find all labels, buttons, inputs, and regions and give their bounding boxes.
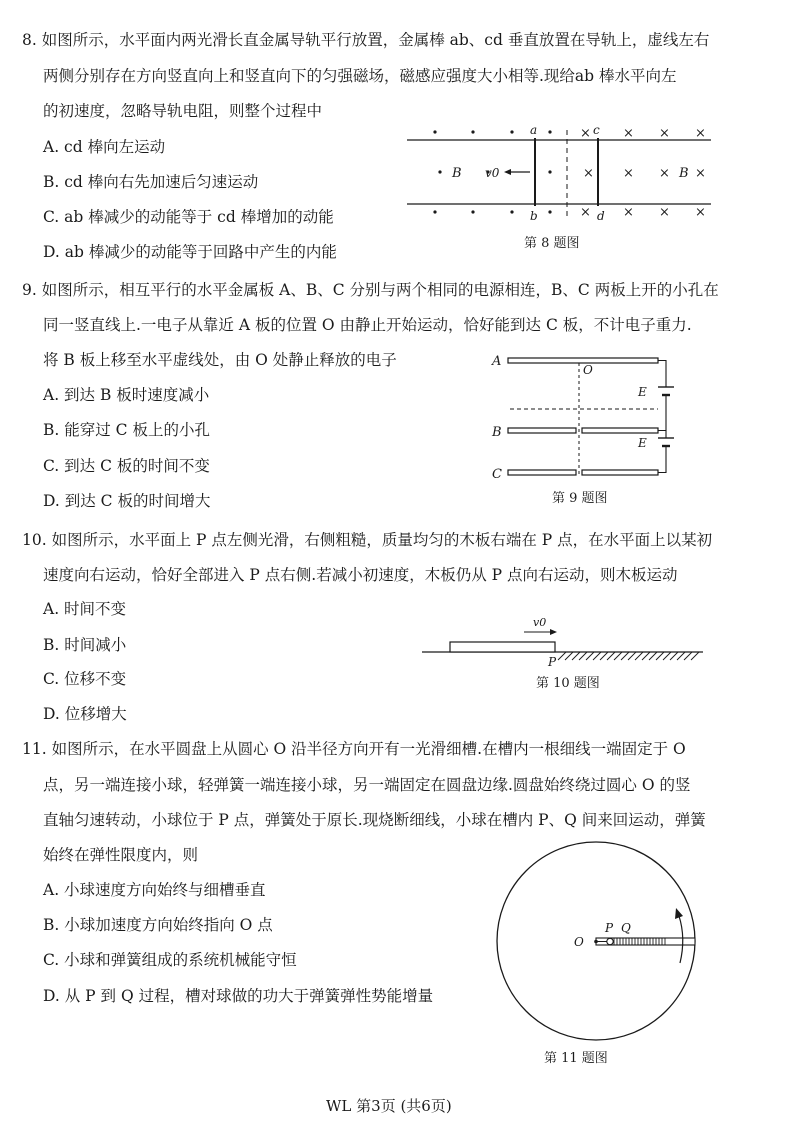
svg-text:×: ×: [695, 205, 706, 220]
q10-stem-line-1: 10. 如图所示，水平面上 P 点左侧光滑，右侧粗糙，质量均匀的木板右端在 P 点，在水平面上以某初: [22, 531, 713, 549]
q10-rough-hatch: [558, 652, 699, 660]
q10-option-c: C. 位移不变: [43, 670, 127, 688]
q9-plate-b-right: [582, 428, 658, 433]
q9-option-a: A. 到达 B 板时速度减小: [43, 386, 210, 404]
svg-text:×: ×: [659, 205, 670, 220]
q8-stem-line-2: 两侧分别存在方向竖直向上和竖直向下的匀强磁场，磁感应强度大小相等.现给ab 棒水平向左: [43, 67, 677, 85]
q10-caption: 第 10 题图: [536, 676, 600, 691]
q9-label-b: B: [492, 425, 502, 440]
q9-caption: 第 9 题图: [552, 491, 608, 506]
svg-text:×: ×: [623, 205, 634, 220]
svg-text:×: ×: [583, 166, 594, 181]
q10-stem-line-2: 速度向右运动，恰好全部进入 P 点右侧.若减小初速度，木板仍从 P 点向右运动，则木板运动: [43, 566, 678, 584]
q10-option-b: B. 时间减小: [43, 636, 127, 654]
q10-option-d: D. 位移增大: [43, 705, 127, 723]
q8-option-b: B. cd 棒向右先加速后匀速运动: [43, 173, 259, 191]
q9-label-o: O: [583, 363, 593, 377]
q8-option-a: A. cd 棒向左运动: [43, 138, 166, 156]
page-footer: WL 第3页 (共6页): [326, 1097, 452, 1115]
q11-center: [594, 940, 598, 944]
q10-board: [450, 642, 555, 652]
q11-label-q: Q: [621, 921, 631, 935]
q9-label-e1: E: [638, 385, 647, 399]
svg-text:×: ×: [695, 126, 706, 141]
q9-option-c: C. 到达 C 板的时间不变: [43, 457, 210, 475]
q8-label-b-right: B: [679, 166, 689, 181]
q9-label-c: C: [492, 467, 502, 482]
q8-option-d: D. ab 棒减少的动能等于回路中产生的内能: [43, 243, 337, 261]
q8-label-v0: v0: [485, 166, 500, 180]
q8-label-d: d: [597, 209, 605, 223]
q11-figure: [470, 828, 710, 1043]
q8-stem-line-1: 8. 如图所示，水平面内两光滑长直金属导轨平行放置，金属棒 ab、cd 垂直放置在导轨上，虚线左右: [22, 31, 710, 49]
q11-option-b: B. 小球加速度方向始终指向 O 点: [43, 916, 273, 934]
q10-label-p: P: [548, 655, 557, 669]
q11-label-p: P: [605, 921, 614, 935]
q8-caption: 第 8 题图: [524, 236, 580, 251]
q10-option-a: A. 时间不变: [43, 600, 127, 618]
q8-label-b-left: B: [452, 166, 462, 181]
q8-figure: [405, 124, 715, 234]
q8-label-c: c: [593, 123, 600, 137]
q11-option-c: C. 小球和弹簧组成的系统机械能守恒: [43, 951, 297, 969]
q11-stem-line-4: 始终在弹性限度内，则: [43, 846, 199, 864]
svg-text:×: ×: [623, 126, 634, 141]
q11-stem-line-3: 直轴匀速转动，小球位于 P 点，弹簧处于原长.现烧断细线，小球在槽内 P、Q 间来回运动，弹簧: [43, 811, 706, 829]
svg-text:×: ×: [580, 205, 591, 220]
svg-text:×: ×: [623, 166, 634, 181]
q10-figure: [420, 612, 705, 672]
svg-text:×: ×: [659, 126, 670, 141]
q9-plate-c-right: [582, 470, 658, 475]
q11-label-o: O: [574, 935, 584, 949]
svg-text:×: ×: [659, 166, 670, 181]
q11-ball: [607, 938, 613, 944]
q8-option-c: C. ab 棒减少的动能等于 cd 棒增加的动能: [43, 208, 334, 226]
q9-plate-b-left: [508, 428, 576, 433]
q9-stem-line-1: 9. 如图所示，相互平行的水平金属板 A、B、C 分别与两个相同的电源相连，B、C 两板上开的小孔在: [22, 281, 719, 299]
q8-label-b: b: [530, 209, 538, 223]
svg-text:×: ×: [580, 126, 591, 141]
q9-stem-line-2: 同一竖直线上.一电子从靠近 A 板的位置 O 由静止开始运动，恰好能到达 C 板，不计电子重力.: [43, 316, 692, 334]
q9-label-a: A: [492, 354, 502, 369]
q10-label-v0: v0: [533, 616, 547, 629]
q11-option-d: D. 从 P 到 Q 过程，槽对球做的功大于弹簧弹性势能增量: [43, 987, 434, 1005]
q8-stem-line-3: 的初速度，忽略导轨电阻，则整个过程中: [43, 102, 323, 120]
q11-caption: 第 11 题图: [544, 1051, 608, 1066]
q11-stem-line-2: 点，另一端连接小球，轻弹簧一端连接小球，另一端固定在圆盘边缘.圆盘始终绕过圆心 O 的竖: [43, 776, 691, 794]
q9-label-e2: E: [638, 436, 647, 450]
q11-option-a: A. 小球速度方向始终与细槽垂直: [43, 881, 266, 899]
q9-figure: [488, 352, 688, 487]
q9-plate-c-left: [508, 470, 576, 475]
q9-option-d: D. 到达 C 板的时间增大: [43, 492, 211, 510]
q9-stem-line-3: 将 B 板上移至水平虚线处，由 O 处静止释放的电子: [43, 351, 397, 369]
q9-option-b: B. 能穿过 C 板上的小孔: [43, 421, 210, 439]
q8-label-a: a: [530, 123, 538, 137]
svg-text:×: ×: [695, 166, 706, 181]
q11-stem-line-1: 11. 如图所示，在水平圆盘上从圆心 O 沿半径方向开有一光滑细槽.在槽内一根细线一端固定于 O: [22, 740, 686, 758]
